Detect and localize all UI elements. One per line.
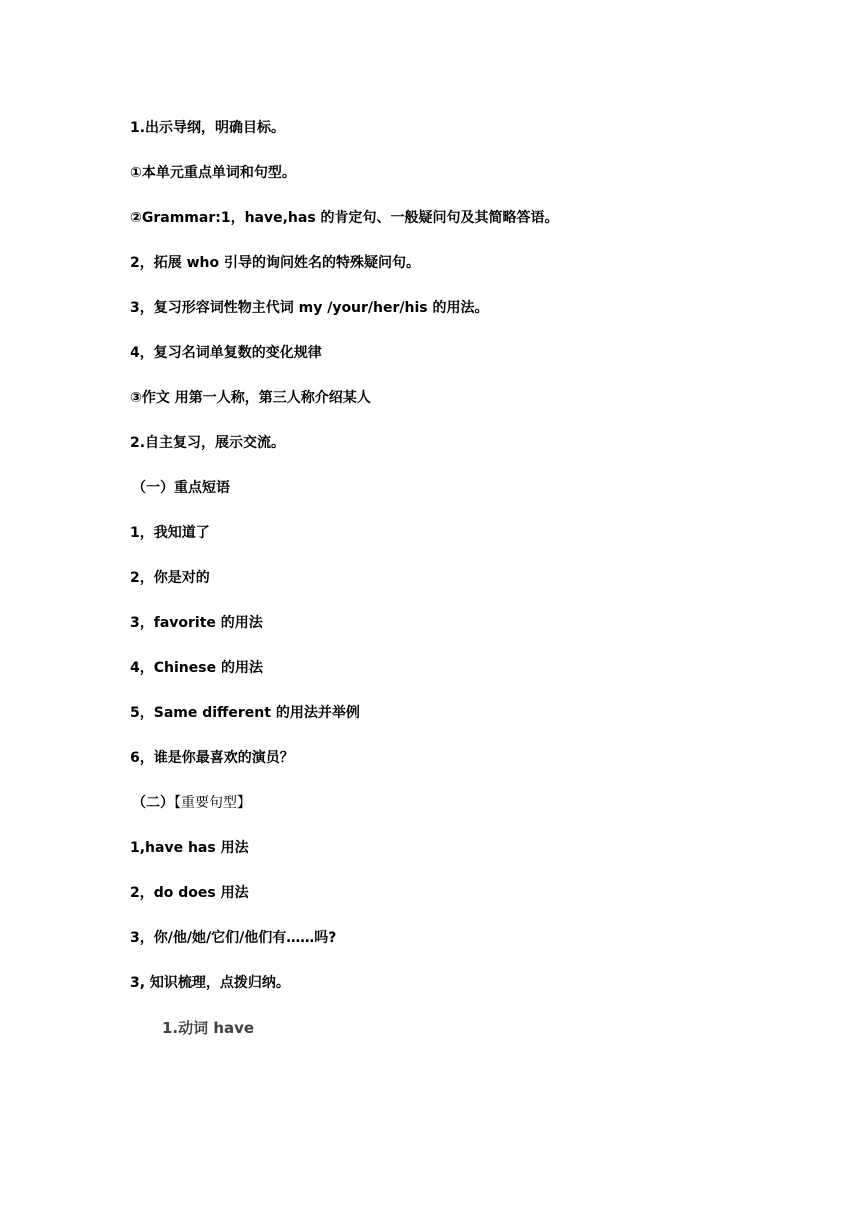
sentence-item-3: 3，你/他/她/它们/他们有……吗?: [130, 930, 337, 946]
summary-heading: 3, 知识梳理，点拨归纳。: [130, 975, 290, 991]
sentence-item-2: 2，do does 用法: [130, 885, 249, 901]
verb-have-heading: 1.动词 have: [162, 1019, 255, 1037]
sentence-item-1: 1,have has 用法: [130, 840, 249, 856]
outline-item-1: ①本单元重点单词和句型。: [130, 165, 296, 181]
outline-subitem-2: 2，拓展 who 引导的询问姓名的特殊疑问句。: [130, 255, 421, 271]
phrase-item-6: 6，谁是你最喜欢的演员？: [130, 750, 294, 766]
key-phrases-heading: （一）重点短语: [132, 480, 230, 496]
document-body: [130, 117, 830, 1062]
phrase-item-4: 4，Chinese 的用法: [130, 660, 263, 676]
outline-item-2: ②Grammar:1，have,has 的肯定句、一般疑问句及其简略答语。: [130, 210, 559, 226]
outline-subitem-4: 4，复习名词单复数的变化规律: [130, 345, 322, 361]
section-number: （二）: [132, 795, 174, 811]
outline-subitem-3: 3，复习形容词性物主代词 my /your/her/his 的用法。: [130, 300, 489, 316]
phrase-item-5: 5，Same different 的用法并举例: [130, 705, 360, 721]
review-heading: 2.自主复习，展示交流。: [130, 435, 286, 451]
outline-item-3: ③作文 用第一人称，第三人称介绍某人: [130, 390, 371, 406]
key-sentences-heading: [130, 792, 830, 837]
section-title: 【重要句型】: [174, 795, 251, 811]
phrase-item-1: 1，我知道了: [130, 525, 210, 541]
outline-heading: 1.出示导纲，明确目标。: [130, 120, 286, 136]
phrase-item-3: 3，favorite 的用法: [130, 615, 263, 631]
phrase-item-2: 2，你是对的: [130, 570, 210, 586]
